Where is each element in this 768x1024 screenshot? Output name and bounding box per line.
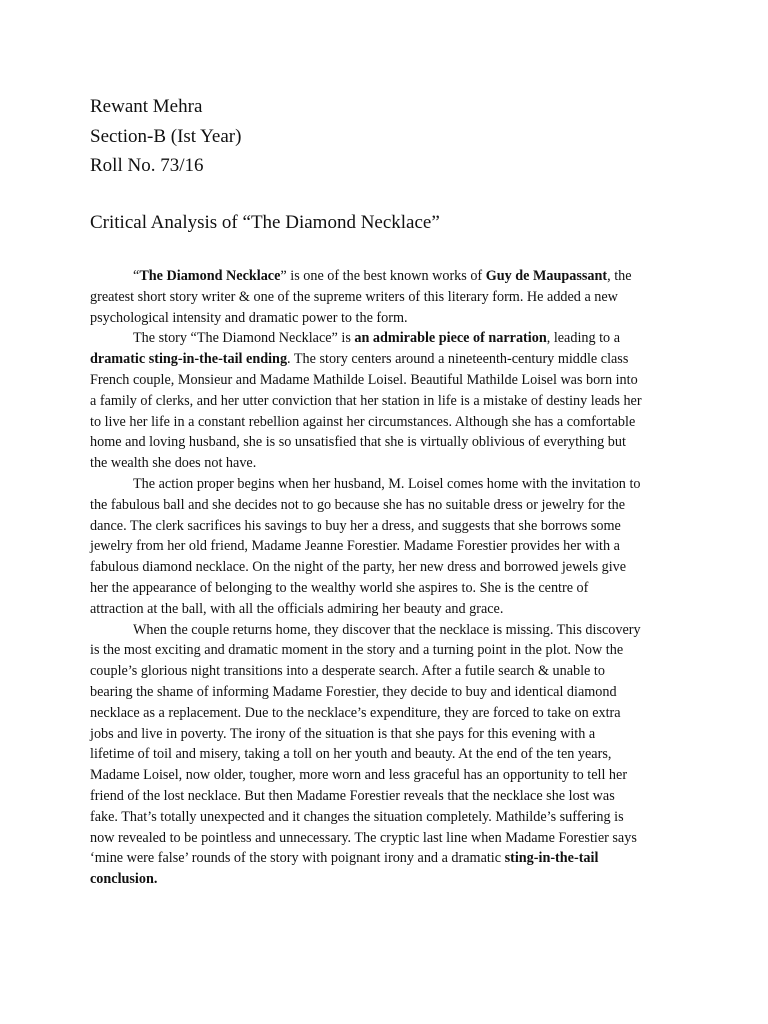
text-run: The action proper begins when her husband, M. Loisel comes home with the invitation to bbox=[133, 475, 641, 492]
text-run: dance. The clerk sacrifices his savings to buy her a dress, and suggests that she borrows some bbox=[90, 517, 621, 534]
text-run: When the couple returns home, they discover that the necklace is missing. This discovery bbox=[133, 621, 641, 638]
text-run: greatest short story writer & one of the supreme writers of this literary form. He added a new bbox=[90, 288, 618, 305]
bold-text: The Diamond Necklace bbox=[139, 268, 281, 284]
text-run: , the bbox=[607, 268, 632, 284]
text-run: fabulous diamond necklace. On the night of the party, her new dress and borrowed jewels give bbox=[90, 559, 627, 576]
text-run: to live her life in a constant rebellion against her circumstances. Although she has a comfortable bbox=[90, 413, 636, 430]
paragraph bbox=[90, 266, 682, 328]
bold-text: conclusion. bbox=[90, 871, 158, 888]
text-run: the wealth she does not have. bbox=[90, 455, 257, 472]
essay-body bbox=[90, 266, 682, 890]
text-run: a family of clerks, and her utter conviction that her station in life is a mistake of destiny leads her bbox=[90, 392, 642, 409]
author-block bbox=[90, 92, 241, 181]
text-run: lifetime of toil and misery, taking a toll on her youth and beauty. At the end of the ten years, bbox=[90, 746, 612, 763]
bold-text: an admirable piece of narration bbox=[354, 330, 547, 347]
bold-text: sting-in-the-tail bbox=[504, 850, 599, 867]
text-run: French couple, Monsieur and Madame Mathilde Loisel. Beautiful Mathilde Loisel was born into bbox=[90, 371, 638, 388]
text-run: jewelry from her old friend, Madame Jeanne Forestier. Madame Forestier provides her with a bbox=[90, 538, 620, 555]
text-run: couple’s glorious night transitions into a desperate search. After a futile search & unable to bbox=[90, 663, 605, 680]
text-run: . The story centers around a nineteenth-century middle class bbox=[287, 351, 629, 368]
paragraph bbox=[90, 328, 682, 474]
text-run: bearing the shame of informing Madame Forestier, they decide to buy and identical diamond bbox=[90, 683, 617, 700]
text-run: home and loving husband, she is so unsatisfied that she is virtually oblivious of everything but bbox=[90, 434, 626, 451]
paragraph bbox=[90, 620, 682, 890]
text-run: fake. That’s totally unexpected and it changes the situation completely. Mathilde’s suffering is bbox=[90, 808, 624, 825]
text-run: now revealed to be pointless and unnecessary. The cryptic last line when Madame Forestier says bbox=[90, 829, 637, 846]
text-run: attraction at the ball, with all the officials admiring her beauty and grace. bbox=[90, 600, 504, 617]
text-run: her the appearance of belonging to the wealthy world she aspires to. She is the centre of bbox=[90, 579, 589, 596]
text-run: ” is one of the best known works of bbox=[280, 268, 486, 284]
text-run: , leading to a bbox=[546, 330, 620, 347]
essay-title: Critical Analysis of “The Diamond Necklace” bbox=[90, 212, 440, 233]
text-run: the fabulous ball and she decides not to go because she has no suitable dress or jewelry for the bbox=[90, 496, 626, 513]
text-run: “ bbox=[133, 268, 140, 284]
paragraph bbox=[90, 474, 682, 620]
author-name: Rewant Mehra bbox=[90, 96, 203, 117]
text-run: friend of the lost necklace. But then Madame Forestier reveals that the necklace she lost was bbox=[90, 787, 615, 804]
text-run: jobs and live in poverty. The irony of the situation is that she pays for this evening with a bbox=[90, 725, 596, 742]
bold-text: dramatic sting-in-the-tail ending bbox=[90, 351, 288, 368]
text-run: Madame Loisel, now older, tougher, more worn and less graceful has an opportunity to tell her bbox=[90, 767, 628, 784]
text-run: is the most exciting and dramatic moment in the story and a turning point in the plot. Now the bbox=[90, 642, 624, 659]
bold-text: Guy de Maupassant bbox=[485, 268, 608, 284]
text-run: The story “The Diamond Necklace” is bbox=[133, 330, 355, 347]
section-label: Section-B (Ist Year) bbox=[90, 125, 242, 147]
text-run: ‘mine were false’ rounds of the story with poignant irony and a dramatic bbox=[90, 850, 505, 867]
text-run: necklace as a replacement. Due to the necklace’s expenditure, they are forced to take on extra bbox=[90, 704, 621, 721]
roll-number: Roll No. 73/16 bbox=[90, 155, 204, 176]
text-run: psychological intensity and dramatic power to the form. bbox=[90, 309, 408, 326]
